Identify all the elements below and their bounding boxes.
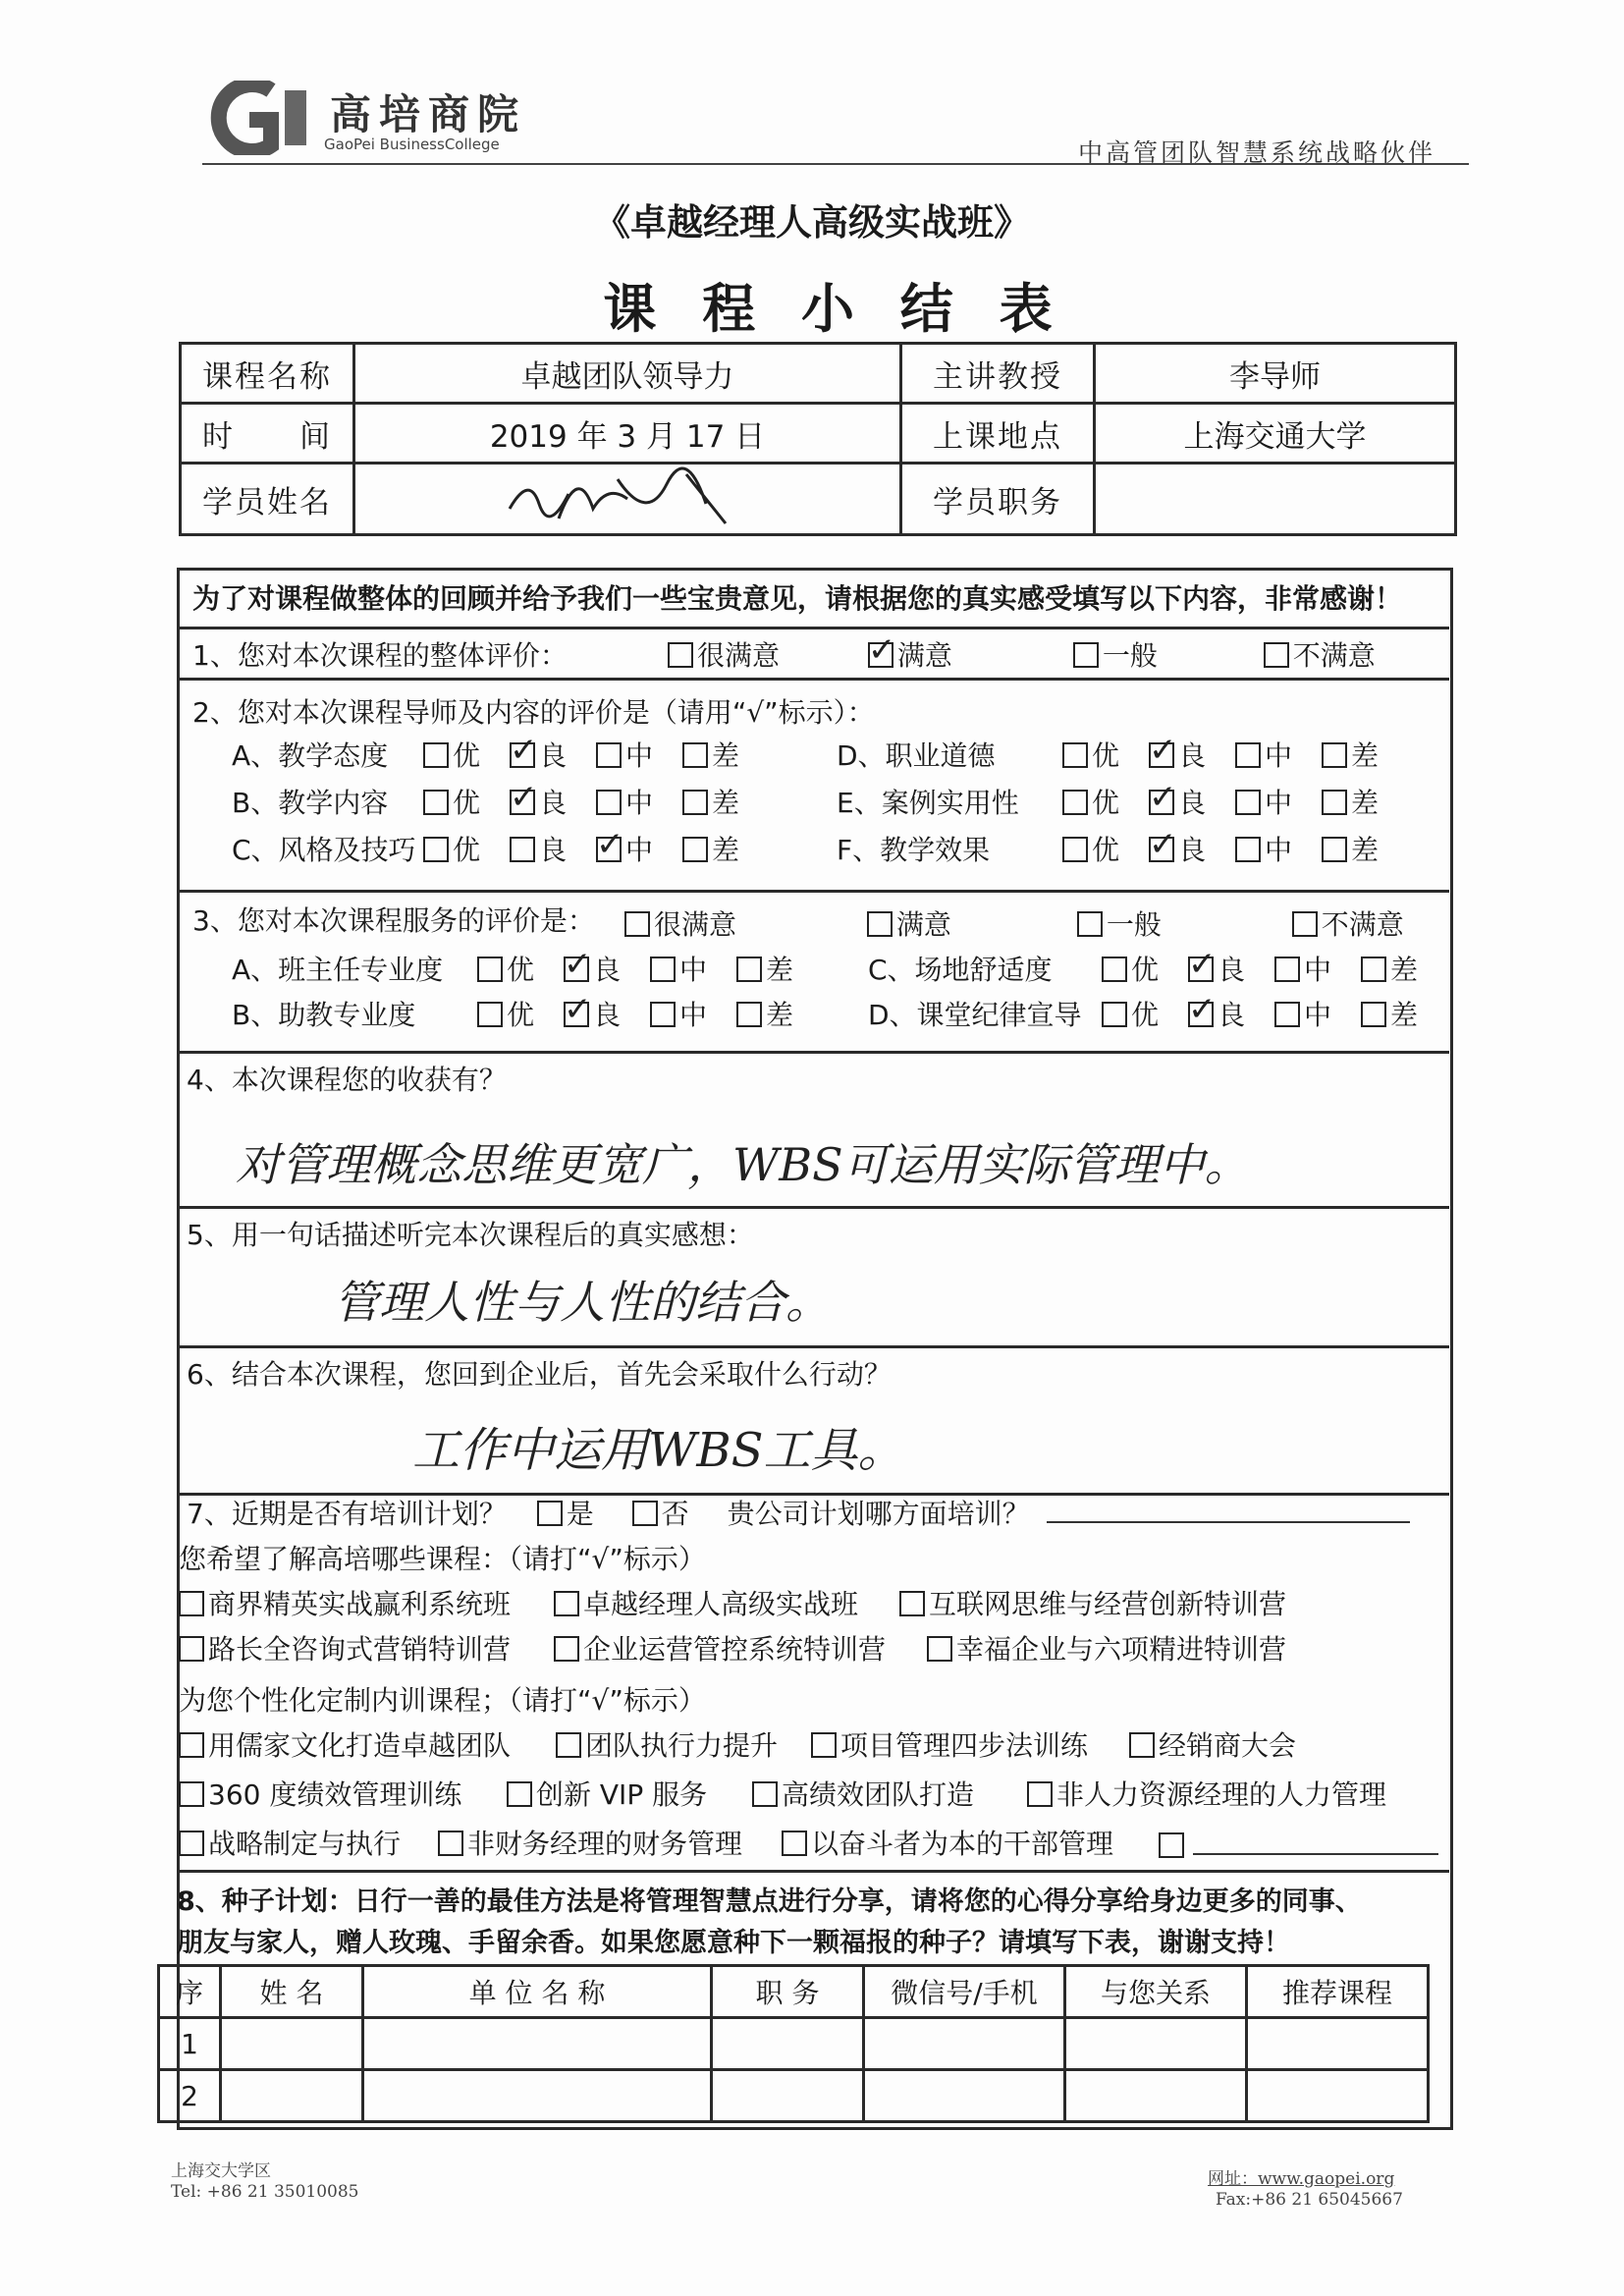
checkbox-icon <box>423 742 449 768</box>
q2-grade-option[interactable] <box>1235 735 1322 774</box>
signature <box>500 465 755 533</box>
q2-item <box>837 735 1408 774</box>
slogan: 中高管团队智慧系统战略伙伴 <box>1078 138 1436 167</box>
q3-grade-option[interactable] <box>1102 949 1188 988</box>
logo-subtitle: GaoPei BusinessCollege <box>324 136 500 153</box>
table-row <box>159 2018 1429 2070</box>
q2-grade-label: 良 <box>539 739 568 772</box>
q1-option-very-satisfied[interactable] <box>668 634 859 674</box>
q3-grade-option[interactable] <box>650 994 736 1033</box>
q7-course-label: 企业运营管控系统特训营 <box>583 1633 887 1666</box>
q3-grade-option[interactable] <box>477 949 564 988</box>
q7-course-option[interactable] <box>179 1628 511 1667</box>
checkbox-checked-icon <box>596 837 622 862</box>
q7-custom-label: 非财务经理的财务管理 <box>467 1828 743 1860</box>
checkbox-icon <box>554 1636 579 1662</box>
q3-grade-label: 差 <box>766 999 794 1031</box>
q2-item <box>837 782 1408 821</box>
seed-col-position: 职 务 <box>712 1966 864 2018</box>
q3-item-label: D、课堂纪律宣导 <box>868 999 1082 1031</box>
q6-answer[interactable]: 工作中运用WBS工具。 <box>412 1423 905 1478</box>
q7-course-label: 路长全咨询式营销特训营 <box>208 1633 512 1666</box>
checkbox-checked-icon <box>1149 742 1174 768</box>
seed-col-company: 单 位 名 称 <box>363 1966 712 2018</box>
table-row <box>159 2070 1429 2122</box>
checkbox-icon <box>682 742 708 768</box>
checkbox-checked-icon <box>510 742 535 768</box>
q7-course-option[interactable] <box>899 1583 1286 1622</box>
q1-option-label: 很满意 <box>697 639 781 672</box>
q7-course-option[interactable] <box>179 1583 511 1622</box>
q3-grade-option[interactable] <box>1274 994 1361 1033</box>
q7-other-field[interactable] <box>1193 1830 1438 1855</box>
q3-item-label: A、班主任专业度 <box>232 954 444 986</box>
checkbox-checked-icon <box>564 1002 589 1027</box>
checkbox-icon <box>510 837 535 862</box>
q2-grade-label: 优 <box>1092 739 1120 772</box>
q7-which-label: 贵公司计划哪方面培训？ <box>727 1498 1030 1530</box>
q7-custom-option[interactable] <box>438 1823 742 1862</box>
q3-grade-label: 优 <box>507 999 535 1031</box>
q2-item-label: C、风格及技巧 <box>232 834 416 866</box>
seed-cell[interactable] <box>1065 2018 1247 2070</box>
course-name-label: 课程名称 <box>181 344 354 404</box>
q2-grade-option[interactable] <box>682 829 769 868</box>
q7-which-field[interactable] <box>1047 1496 1410 1523</box>
seed-col-course: 推荐课程 <box>1247 1966 1429 2018</box>
checkbox-icon <box>668 642 693 668</box>
seed-table <box>157 1964 1430 2123</box>
checkbox-icon <box>507 1781 532 1807</box>
q2-grade-option[interactable] <box>510 782 596 821</box>
q4-answer[interactable]: 对管理概念思维更宽广，WBS可运用实际管理中。 <box>236 1138 1250 1191</box>
checkbox-icon <box>782 1831 807 1856</box>
q2-grade-label: 良 <box>1178 834 1207 866</box>
checkbox-checked-icon <box>564 957 589 982</box>
footer-website[interactable]: 网址：www.gaopei.org <box>1208 2169 1395 2189</box>
checkbox-icon <box>1322 742 1347 768</box>
q3-grade-option[interactable] <box>736 994 823 1033</box>
q3-grade-label: 中 <box>1304 954 1332 986</box>
q3-grade-option[interactable] <box>1188 994 1274 1033</box>
q2-grade-option[interactable] <box>682 735 769 774</box>
q7-label: 7、近期是否有培训计划？ <box>187 1498 507 1530</box>
q7-custom-label: 360 度绩效管理训练 <box>208 1778 462 1811</box>
checkbox-icon <box>1322 837 1347 862</box>
q3-item <box>232 994 823 1033</box>
q2-grade-option[interactable] <box>1322 735 1408 774</box>
checkbox-icon <box>1235 790 1261 815</box>
q2-grade-option[interactable] <box>1235 782 1322 821</box>
q2-grade-option[interactable] <box>423 782 510 821</box>
q3-grade-label: 优 <box>1131 954 1160 986</box>
q7-line <box>187 1493 1410 1532</box>
q3-grade-label: 中 <box>679 954 708 986</box>
q7-custom-label: 创新 VIP 服务 <box>536 1778 708 1811</box>
checkbox-icon <box>554 1591 579 1616</box>
q3-grade-option[interactable] <box>1274 949 1361 988</box>
q3-option-unsatisfied[interactable] <box>1292 903 1404 943</box>
q3-option-label: 一般 <box>1106 908 1162 941</box>
q3-item-label: C、场地舒适度 <box>868 954 1053 986</box>
q3-grade-label: 良 <box>1218 954 1246 986</box>
q3-grade-option[interactable] <box>650 949 736 988</box>
checkbox-checked-icon <box>1188 957 1214 982</box>
q7-courses-label: 您希望了解高培哪些课程：（请打“√”标示） <box>179 1543 706 1575</box>
q2-grade-label: 优 <box>1092 787 1120 819</box>
checkbox-icon <box>1361 1002 1386 1027</box>
q3-option-average[interactable] <box>1077 903 1283 943</box>
q7-course-label: 商界精英实战赢利系统班 <box>208 1588 512 1620</box>
seed-row-no: 2 <box>159 2070 221 2122</box>
checkbox-icon <box>1361 957 1386 982</box>
q7-custom-option[interactable] <box>507 1774 707 1813</box>
position-label: 学员职务 <box>901 464 1095 535</box>
seed-col-name: 姓 名 <box>221 1966 363 2018</box>
q7-custom-option[interactable] <box>179 1724 511 1764</box>
q2-grade-option[interactable] <box>1322 829 1408 868</box>
q3-grade-option[interactable] <box>1361 994 1447 1033</box>
seed-cell[interactable] <box>221 2070 363 2122</box>
q7-course-label: 卓越经理人高级实战班 <box>583 1588 859 1620</box>
q2-grade-label: 中 <box>1265 739 1293 772</box>
q2-grade-label: 差 <box>712 787 740 819</box>
q3-grade-label: 差 <box>1390 999 1419 1031</box>
checkbox-icon <box>752 1781 778 1807</box>
q3-item <box>868 994 1447 1033</box>
q8-line2: 朋友与家人，赠人玫瑰、手留余香。如果您愿意种下一颗福报的种子？请填写下表，谢谢支持！ <box>177 1928 1290 1958</box>
q2-grade-label: 良 <box>1178 739 1207 772</box>
course-name-value[interactable]: 卓越团队领导力 <box>354 344 901 404</box>
checkbox-icon <box>624 911 650 937</box>
q3-grade-label: 优 <box>1131 999 1160 1031</box>
q2-grade-label: 中 <box>1265 787 1293 819</box>
q2-grade-option[interactable] <box>1322 782 1408 821</box>
q7-custom-label: 团队执行力提升 <box>585 1729 779 1762</box>
q3-grade-label: 差 <box>766 954 794 986</box>
q2-grade-label: 差 <box>1351 739 1380 772</box>
checkbox-icon <box>1062 837 1088 862</box>
q3-grade-label: 良 <box>1218 999 1246 1031</box>
q8-line1: 8、种子计划：日行一善的最佳方法是将管理智慧点进行分享，请将您的心得分享给身边更多的同事、 <box>177 1886 1362 1917</box>
q3-grade-label: 中 <box>1304 999 1332 1031</box>
q1-option-label: 满意 <box>896 639 952 672</box>
q2-grade-option[interactable] <box>596 735 682 774</box>
checkbox-icon <box>1062 742 1088 768</box>
q2-item <box>232 735 769 774</box>
q3-option-label: 很满意 <box>654 908 737 941</box>
q3-grade-option[interactable] <box>564 949 650 988</box>
q2-grade-option[interactable] <box>423 829 510 868</box>
q3-grade-option[interactable] <box>564 994 650 1033</box>
seed-cell[interactable] <box>221 2018 363 2070</box>
footer-fax: Fax:+86 21 65045667 <box>1216 2190 1403 2210</box>
q1-options <box>668 634 1453 674</box>
document-subtitle: 课 程 小 结 表 <box>603 278 1066 340</box>
q7-custom-label: 为您个性化定制内训课程；（请打“√”标示） <box>179 1684 706 1717</box>
q2-grade-label: 良 <box>539 834 568 866</box>
seed-cell[interactable] <box>712 2070 864 2122</box>
document-title: 《卓越经理人高级实战班》 <box>594 201 1030 244</box>
q7-custom-label: 经销商大会 <box>1159 1729 1297 1762</box>
q3-grade-label: 良 <box>593 999 622 1031</box>
q2-grade-option[interactable] <box>596 829 682 868</box>
course-info-table <box>179 342 1457 536</box>
header-rule <box>202 163 1469 165</box>
q2-item-label: B、教学内容 <box>232 787 389 819</box>
time-label: 时 间 <box>181 404 354 464</box>
checkbox-icon <box>537 1501 563 1526</box>
q5-answer[interactable]: 管理人性与人性的结合。 <box>334 1276 831 1329</box>
checkbox-icon <box>899 1591 925 1616</box>
q2-grade-label: 差 <box>1351 787 1380 819</box>
checkbox-icon <box>596 742 622 768</box>
student-name-label: 学员姓名 <box>181 464 354 535</box>
checkbox-icon <box>1274 1002 1300 1027</box>
q3-item <box>232 949 823 988</box>
checkbox-icon <box>179 1636 204 1662</box>
checkbox-icon <box>423 790 449 815</box>
q7-custom-label: 项目管理四步法训练 <box>840 1729 1089 1762</box>
q4-label: 4、本次课程您的收获有？ <box>187 1064 507 1096</box>
checkbox-icon <box>596 790 622 815</box>
q7-custom-option[interactable] <box>1027 1774 1386 1813</box>
checkbox-icon <box>1077 911 1103 937</box>
q2-item-label: F、教学效果 <box>837 834 991 866</box>
checkbox-icon <box>423 837 449 862</box>
checkbox-icon <box>1062 790 1088 815</box>
checkbox-icon <box>179 1732 204 1758</box>
checkbox-checked-icon <box>1149 837 1174 862</box>
seed-col-contact: 微信号/手机 <box>864 1966 1065 2018</box>
seed-cell[interactable] <box>864 2018 1065 2070</box>
q1-label: 1、您对本次课程的整体评价： <box>192 639 568 672</box>
checkbox-icon <box>1235 837 1261 862</box>
q6-label: 6、结合本次课程，您回到企业后，首先会采取什么行动？ <box>187 1358 892 1391</box>
checkbox-icon <box>1102 957 1127 982</box>
place-value[interactable]: 上海交通大学 <box>1095 404 1456 464</box>
q2-grade-option[interactable] <box>1062 829 1149 868</box>
footer-tel: Tel: +86 21 35010085 <box>171 2182 359 2202</box>
teacher-value[interactable]: 李导师 <box>1095 344 1456 404</box>
q3-grade-option[interactable] <box>1188 949 1274 988</box>
checkbox-icon <box>556 1732 581 1758</box>
q7-custom-option[interactable] <box>179 1823 401 1862</box>
checkbox-icon <box>1073 642 1099 668</box>
q2-grade-label: 差 <box>1351 834 1380 866</box>
teacher-label: 主讲教授 <box>901 344 1095 404</box>
q7-custom-option[interactable] <box>782 1823 1113 1862</box>
checkbox-icon <box>1129 1732 1155 1758</box>
checkbox-icon <box>1027 1781 1053 1807</box>
q7-custom-label: 以奋斗者为本的干部管理 <box>811 1828 1114 1860</box>
seed-cell[interactable] <box>363 2070 712 2122</box>
q2-grade-option[interactable] <box>596 782 682 821</box>
logo <box>202 81 318 155</box>
checkbox-icon <box>682 790 708 815</box>
q2-grade-option[interactable] <box>423 735 510 774</box>
checkbox-icon <box>736 957 762 982</box>
seed-cell[interactable] <box>1065 2070 1247 2122</box>
q1-option-label: 一般 <box>1102 639 1158 672</box>
q2-grade-label: 中 <box>625 834 654 866</box>
q3-grade-label: 中 <box>679 999 708 1031</box>
checkbox-icon <box>1292 911 1318 937</box>
checkbox-icon <box>179 1831 204 1856</box>
student-name-value[interactable] <box>354 464 901 535</box>
checkbox-checked-icon <box>1149 790 1174 815</box>
checkbox-icon <box>867 911 893 937</box>
q2-grade-option[interactable] <box>1149 829 1235 868</box>
q3-grade-label: 优 <box>507 954 535 986</box>
q5-label: 5、用一句话描述听完本次课程后的真实感想： <box>187 1219 754 1251</box>
checkbox-icon <box>179 1781 204 1807</box>
q7-custom-label: 用儒家文化打造卓越团队 <box>208 1729 512 1762</box>
q2-item-label: A、教学态度 <box>232 739 389 772</box>
checkbox-icon <box>1235 742 1261 768</box>
checkbox-icon <box>1102 1002 1127 1027</box>
q2-grade-label: 良 <box>539 787 568 819</box>
q1-option-unsatisfied[interactable] <box>1264 634 1376 674</box>
q7-custom-label: 高绩效团队打造 <box>782 1778 975 1811</box>
q7-custom-option[interactable] <box>811 1724 1088 1764</box>
q1-option-label: 不满意 <box>1292 639 1376 672</box>
seed-row-no: 1 <box>159 2018 221 2070</box>
q2-grade-option[interactable] <box>510 735 596 774</box>
q2-grade-label: 良 <box>1178 787 1207 819</box>
q7-custom-option[interactable] <box>556 1724 778 1764</box>
seed-cell[interactable] <box>1247 2018 1429 2070</box>
q3-grade-label: 良 <box>593 954 622 986</box>
q3-grade-option[interactable] <box>477 994 564 1033</box>
q2-grade-option[interactable] <box>1062 782 1149 821</box>
q1-option-average[interactable] <box>1073 634 1255 674</box>
q3-grade-option[interactable] <box>736 949 823 988</box>
q2-grade-option[interactable] <box>682 782 769 821</box>
q7-course-option[interactable] <box>554 1583 858 1622</box>
q2-grade-label: 优 <box>453 787 481 819</box>
q7-custom-label: 战略制定与执行 <box>208 1828 402 1860</box>
checkbox-icon <box>1159 1832 1184 1858</box>
q3-options <box>624 903 1449 943</box>
q2-item <box>837 829 1408 868</box>
q7-course-label: 互联网思维与经营创新特训营 <box>929 1588 1287 1620</box>
checkbox-checked-icon <box>1188 1002 1214 1027</box>
q2-grade-label: 差 <box>712 834 740 866</box>
q2-grade-option[interactable] <box>1062 735 1149 774</box>
q3-grade-option[interactable] <box>1361 949 1447 988</box>
place-label: 上课地点 <box>901 404 1095 464</box>
checkbox-icon <box>650 1002 676 1027</box>
seed-col-relation: 与您关系 <box>1065 1966 1247 2018</box>
position-value[interactable] <box>1095 464 1456 535</box>
q7-custom-option[interactable] <box>1129 1724 1296 1764</box>
q3-option-satisfied[interactable] <box>867 903 1068 943</box>
q7-custom-option[interactable] <box>752 1774 974 1813</box>
q2-grade-option[interactable] <box>1149 735 1235 774</box>
q7-yes[interactable] <box>537 1498 594 1530</box>
q3-option-very-satisfied[interactable] <box>624 903 858 943</box>
q3-option-label: 不满意 <box>1321 908 1404 941</box>
intro-text: 为了对课程做整体的回顾并给予我们一些宝贵意见，请根据您的真实感受填写以下内容，非常感谢！ <box>192 582 1403 615</box>
q3-grade-option[interactable] <box>1102 994 1188 1033</box>
q3-item-label: B、助教专业度 <box>232 999 416 1031</box>
checkbox-icon <box>1264 642 1289 668</box>
q7-yes-label: 是 <box>566 1498 594 1530</box>
q2-grade-label: 中 <box>625 787 654 819</box>
checkbox-icon <box>438 1831 463 1856</box>
q2-item-label: E、案例实用性 <box>837 787 1019 819</box>
checkbox-icon <box>811 1732 837 1758</box>
q2-item-label: D、职业道德 <box>837 739 996 772</box>
q3-item <box>868 949 1447 988</box>
footer-campus: 上海交大学区 <box>171 2161 271 2181</box>
checkbox-icon <box>1322 790 1347 815</box>
checkbox-icon <box>632 1501 658 1526</box>
q7-course-option[interactable] <box>927 1628 1286 1667</box>
q7-no-label: 否 <box>661 1498 689 1530</box>
seed-cell[interactable] <box>712 2018 864 2070</box>
logo-text: 高培商院 <box>330 90 527 138</box>
seed-cell[interactable] <box>363 2018 712 2070</box>
q2-grade-label: 优 <box>453 834 481 866</box>
q7-no[interactable] <box>632 1498 689 1530</box>
q2-label: 2、您对本次课程导师及内容的评价是（请用“√”标示）： <box>192 696 875 729</box>
q1-option-satisfied[interactable] <box>868 634 1064 674</box>
checkbox-icon <box>682 837 708 862</box>
checkbox-icon <box>477 1002 503 1027</box>
q2-item <box>232 782 769 821</box>
q3-option-label: 满意 <box>895 908 951 941</box>
q7-course-option[interactable] <box>554 1628 886 1667</box>
q7-custom-label: 非人力资源经理的人力管理 <box>1056 1778 1387 1811</box>
time-value[interactable]: 2019 年 3 月 17 日 <box>354 404 901 464</box>
q2-grade-label: 优 <box>453 739 481 772</box>
checkbox-icon <box>1274 957 1300 982</box>
seed-cell[interactable] <box>1247 2070 1429 2122</box>
q2-grade-option[interactable] <box>510 829 596 868</box>
q2-grade-label: 中 <box>1265 834 1293 866</box>
q3-label: 3、您对本次课程服务的评价是： <box>192 904 595 937</box>
checkbox-icon <box>179 1591 204 1616</box>
checkbox-icon <box>927 1636 952 1662</box>
checkbox-icon <box>650 957 676 982</box>
q2-grade-option[interactable] <box>1235 829 1322 868</box>
q3-grade-label: 差 <box>1390 954 1419 986</box>
q2-grade-label: 优 <box>1092 834 1120 866</box>
q2-grade-label: 中 <box>625 739 654 772</box>
seed-cell[interactable] <box>864 2070 1065 2122</box>
checkbox-icon <box>477 957 503 982</box>
checkbox-icon <box>736 1002 762 1027</box>
seed-col-no: 序 <box>159 1966 221 2018</box>
checkbox-checked-icon <box>510 790 535 815</box>
q7-course-label: 幸福企业与六项精进特训营 <box>956 1633 1287 1666</box>
q7-custom-option[interactable] <box>179 1774 461 1813</box>
q7-other-option[interactable] <box>1159 1830 1438 1859</box>
q2-grade-option[interactable] <box>1149 782 1235 821</box>
q2-item <box>232 829 769 868</box>
q2-grade-label: 差 <box>712 739 740 772</box>
checkbox-checked-icon <box>868 642 893 668</box>
